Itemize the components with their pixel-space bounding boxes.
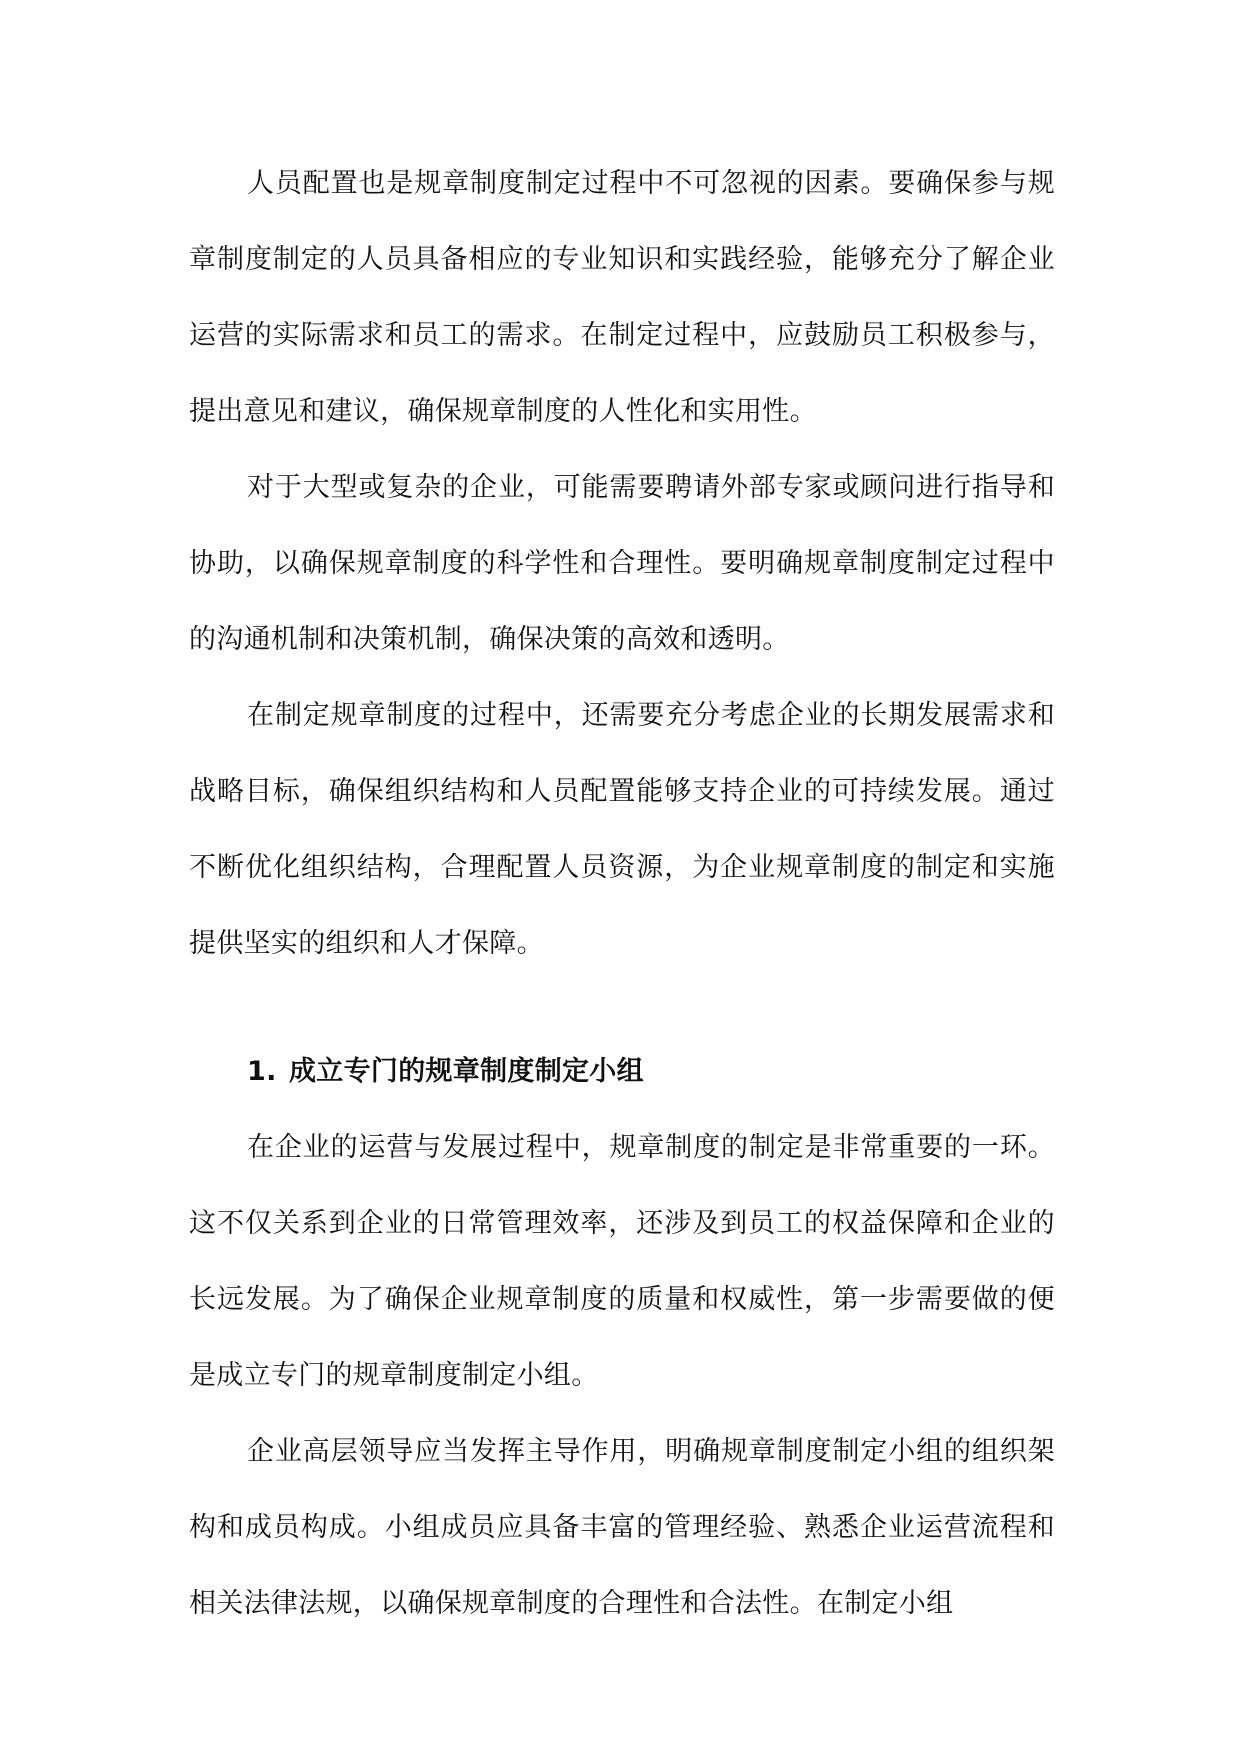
section-number: 1. [247, 1056, 277, 1087]
body-paragraph: 人员配置也是规章制度制定过程中不可忽视的因素。要确保参与规章制度制定的人员具备相应的专业知识和实践经验，能够充分了解企业运营的实际需求和员工的需求。在制定过程中，应鼓励员工积极参与，提出意见和建议，确保规章制度的人性化和实用性。 [189, 168, 1055, 427]
body-paragraph: 在企业的运营与发展过程中，规章制度的制定是非常重要的一环。这不仅关系到企业的日常管理效率，还涉及到员工的权益保障和企业的长远发展。为了确保企业规章制度的质量和权威性，第一步需要做的便是成立专门的规章制度制定小组。 [189, 1132, 1055, 1391]
body-paragraph: 对于大型或复杂的企业，可能需要聘请外部专家或顾问进行指导和协助，以确保规章制度的科学性和合理性。要明确规章制度制定过程中的沟通机制和决策机制，确保决策的高效和透明。 [189, 472, 1055, 655]
section-heading [189, 1034, 1055, 1110]
section-title: 成立专门的规章制度制定小组 [289, 1056, 644, 1087]
document-body [189, 146, 1055, 1642]
body-paragraph: 在制定规章制度的过程中，还需要充分考虑企业的长期发展需求和战略目标，确保组织结构和人员配置能够支持企业的可持续发展。通过不断优化组织结构，合理配置人员资源，为企业规章制度的制定和实施提供坚实的组织和人才保障。 [189, 700, 1055, 959]
body-paragraph: 企业高层领导应当发挥主导作用，明确规章制度制定小组的组织架构和成员构成。小组成员应具备丰富的管理经验、熟悉企业运营流程和相关法律法规，以确保规章制度的合理性和合法性。在制定小组 [189, 1436, 1055, 1619]
